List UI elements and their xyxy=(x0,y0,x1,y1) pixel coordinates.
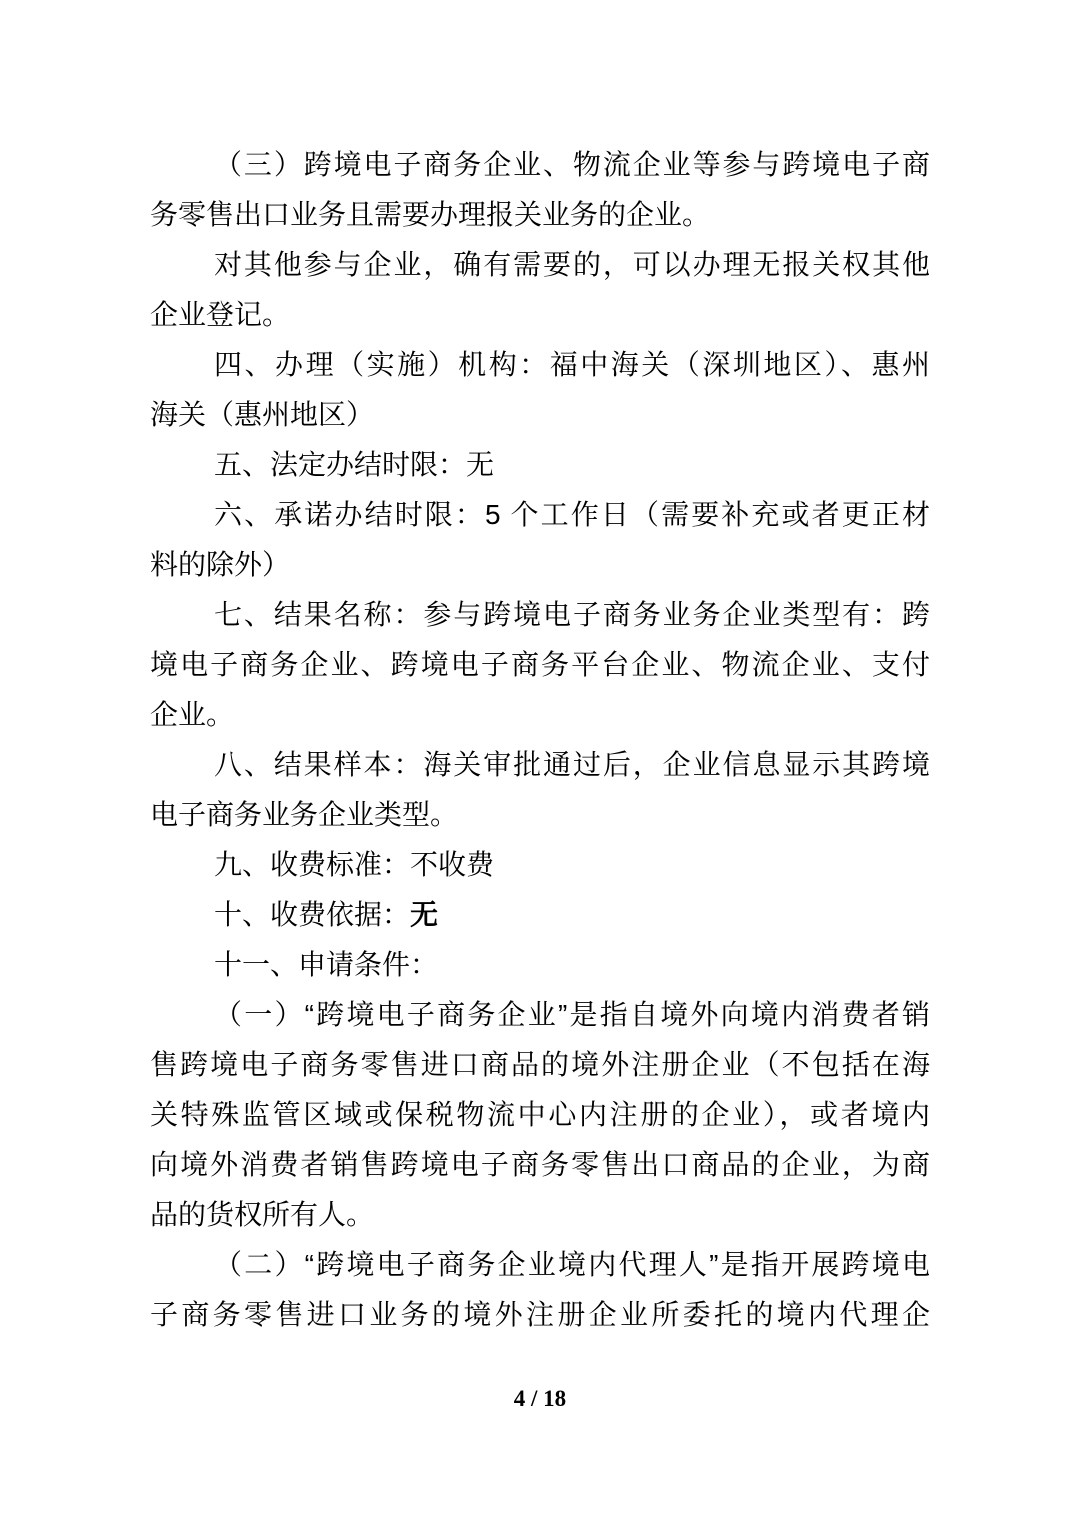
text-line xyxy=(150,490,930,540)
text-run: 七、结果名称：参与跨境电子商务业务企业类型有：跨 xyxy=(214,599,930,630)
text-line xyxy=(150,1040,930,1090)
text-run: 售跨境电子商务零售进口商品的境外注册企业（不包括在海 xyxy=(150,1049,930,1080)
page-number: 4 / 18 xyxy=(513,1386,567,1411)
text-line xyxy=(150,390,930,440)
text-run: 十一、申请条件： xyxy=(214,949,439,980)
text-run: （三）跨境电子商务企业、物流企业等参与跨境电子商 xyxy=(214,149,930,180)
text-run: 子商务零售进口业务的境外注册企业所委托的境内代理企 xyxy=(150,1299,930,1330)
text-line xyxy=(150,690,930,740)
text-line xyxy=(150,890,930,940)
text-run: 对其他参与企业，确有需要的，可以办理无报关权其他 xyxy=(214,249,930,280)
text-run: 境电子商务企业、跨境电子商务平台企业、物流企业、支付 xyxy=(150,649,930,680)
text-run: （一）“跨境电子商务企业”是指自境外向境内消费者销 xyxy=(214,999,930,1030)
text-line xyxy=(150,590,930,640)
text-run: 九、收费标准：不收费 xyxy=(214,849,495,880)
text-line xyxy=(150,840,930,890)
text-line xyxy=(150,440,930,490)
text-line xyxy=(150,940,930,990)
document-body xyxy=(150,140,930,1340)
text-line xyxy=(150,1140,930,1190)
text-run: （二）“跨境电子商务企业境内代理人”是指开展跨境电 xyxy=(214,1249,930,1280)
text-line xyxy=(150,1240,930,1290)
text-run: 品的货权所有人。 xyxy=(150,1199,375,1230)
text-line xyxy=(150,540,930,590)
text-line xyxy=(150,340,930,390)
text-run: 企业。 xyxy=(150,699,235,730)
text-run: 料的除外） xyxy=(150,549,291,580)
text-line xyxy=(150,990,930,1040)
text-run: 关特殊监管区域或保税物流中心内注册的企业），或者境内 xyxy=(150,1099,930,1130)
text-line xyxy=(150,1290,930,1340)
text-run: 四、办理（实施）机构：福中海关（深圳地区）、惠州 xyxy=(214,349,930,380)
text-line xyxy=(150,740,930,790)
text-run: 八、结果样本：海关审批通过后，企业信息显示其跨境 xyxy=(214,749,930,780)
text-line xyxy=(150,1190,930,1240)
text-line xyxy=(150,640,930,690)
text-run: 企业登记。 xyxy=(150,299,291,330)
text-run: 五、法定办结时限：无 xyxy=(214,449,495,480)
text-run: 向境外消费者销售跨境电子商务零售出口商品的企业，为商 xyxy=(150,1149,930,1180)
text-run: 海关（惠州地区） xyxy=(150,399,375,430)
text-line xyxy=(150,790,930,840)
text-run: 六、承诺办结时限：5 个工作日（需要补充或者更正材 xyxy=(214,499,930,530)
text-line xyxy=(150,240,930,290)
text-line xyxy=(150,1090,930,1140)
text-run: 电子商务业务企业类型。 xyxy=(150,799,459,830)
text-run: 务零售出口业务且需要办理报关业务的企业。 xyxy=(150,199,711,230)
text-line xyxy=(150,190,930,240)
bold-text: 无 xyxy=(410,899,439,930)
text-run: 十、收费依据： xyxy=(214,899,411,930)
text-line xyxy=(150,140,930,190)
text-line xyxy=(150,290,930,340)
